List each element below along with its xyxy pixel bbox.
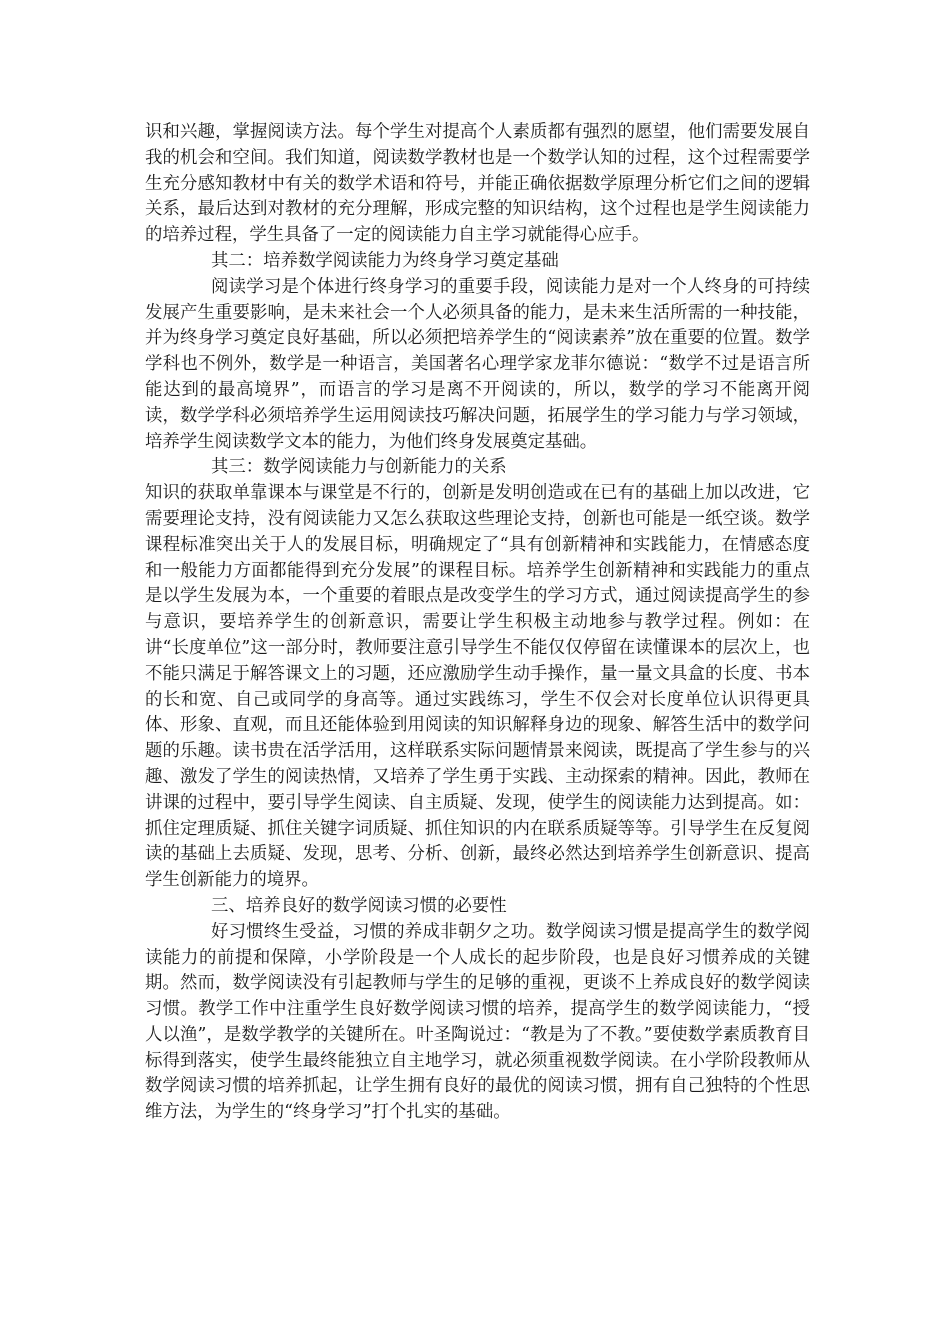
- paragraph-innovation: 知识的获取单靠课本与课堂是不行的，创新是发明创造或在已有的基础上加以改进，它需要理论支持，没有阅读能力又怎么获取这些理论支持，创新也可能是一纸空谈。数学课程标准突出关于人的发展目标，明确规定了“具有创新精神和实践能力，在情感态度和一般能力方面都能得到充分发展”的课程目标。培养学生创新精神和实践能力的重点是以学生发展为本，一个重要的着眼点是改变学生的学习方式，通过阅读提高学生的参与意识，要培养学生的创新意识，需要让学生积极主动地参与教学过程。例如：在讲“长度单位”这一部分时，教师要注意引导学生不能仅仅停留在读懂课本的层次上，也不能只满足于解答课文上的习题，还应激励学生动手操作，量一量文具盒的长度、书本的长和宽、自己或同学的身高等。通过实践练习，学生不仅会对长度单位认识得更具体、形象、直观，而且还能体验到用阅读的知识解释身边的现象、解答生活中的数学问题的乐趣。读书贵在活学活用，这样联系实际问题情景来阅读，既提高了学生参与的兴趣、激发了学生的阅读热情，又培养了学生勇于实践、主动探索的精神。因此，教师在讲课的过程中，要引导学生阅读、自主质疑、发现，使学生的阅读能力达到提高。如：抓住定理质疑、抓住关键字词质疑、抓住知识的内在联系质疑等等。引导学生在反复阅读的基础上去质疑、发现，思考、分析、创新，最终必然达到培养学生创新意识、提高学生创新能力的境界。: [145, 483, 810, 891]
- heading-lifelong-learning: 其二：培养数学阅读能力为终身学习奠定基础: [211, 250, 559, 271]
- heading-reading-habits: 三、培养良好的数学阅读习惯的必要性: [211, 895, 507, 916]
- paragraph-reading-habits: 好习惯终生受益，习惯的养成非朝夕之功。数学阅读习惯是提高学生的数学阅读能力的前提和保障，小学阶段是一个人成长的起步阶段，也是良好习惯养成的关键期。然而，数学阅读没有引起教师与学生的足够的重视，更谈不上养成良好的数学阅读习惯。教学工作中注重学生良好数学阅读习惯的培养，提高学生的数学阅读能力，“授人以渔”，是数学教学的关键所在。叶圣陶说过：“教是为了不教。”要使数学素质教育目标得到落实，使学生最终能独立自主地学习，就必须重视数学阅读。在小学阶段教师从数学阅读习惯的培养抓起，让学生拥有良好的最优的阅读习惯，拥有自己独特的个性思维方法，为学生的“终身学习”打个扎实的基础。: [145, 921, 810, 1123]
- heading-innovation: 其三：数学阅读能力与创新能力的关系: [211, 457, 507, 478]
- document-body: [145, 120, 810, 1126]
- paragraph-lifelong-learning: 阅读学习是个体进行终身学习的重要手段，阅读能力是对一个人终身的可持续发展产生重要影响，是未来社会一个人必须具备的能力，是未来生活所需的一种技能，并为终身学习奠定良好基础，所以必须把培养学生的“阅读素养”放在重要的位置。数学学科也不例外，数学是一种语言，美国著名心理学家龙菲尔德说：“数学不过是语言所能达到的最高境界”，而语言的学习是离不开阅读的，所以，数学的学习不能离开阅读，数学学科必须培养学生运用阅读技巧解决问题，拓展学生的学习能力与学习领域，培养学生阅读数学文本的能力，为他们终身发展奠定基础。: [145, 276, 810, 452]
- paragraph-reading-methods: 识和兴趣，掌握阅读方法。每个学生对提高个人素质都有强烈的愿望，他们需要发展自我的机会和空间。我们知道，阅读数学教材也是一个数学认知的过程，这个过程需要学生充分感知教材中有关的数学术语和符号，并能正确依据数学原理分析它们之间的逻辑关系，最后达到对教材的充分理解，形成完整的知识结构，这个过程也是学生阅读能力的培养过程，学生具备了一定的阅读能力自主学习就能得心应手。: [145, 122, 810, 246]
